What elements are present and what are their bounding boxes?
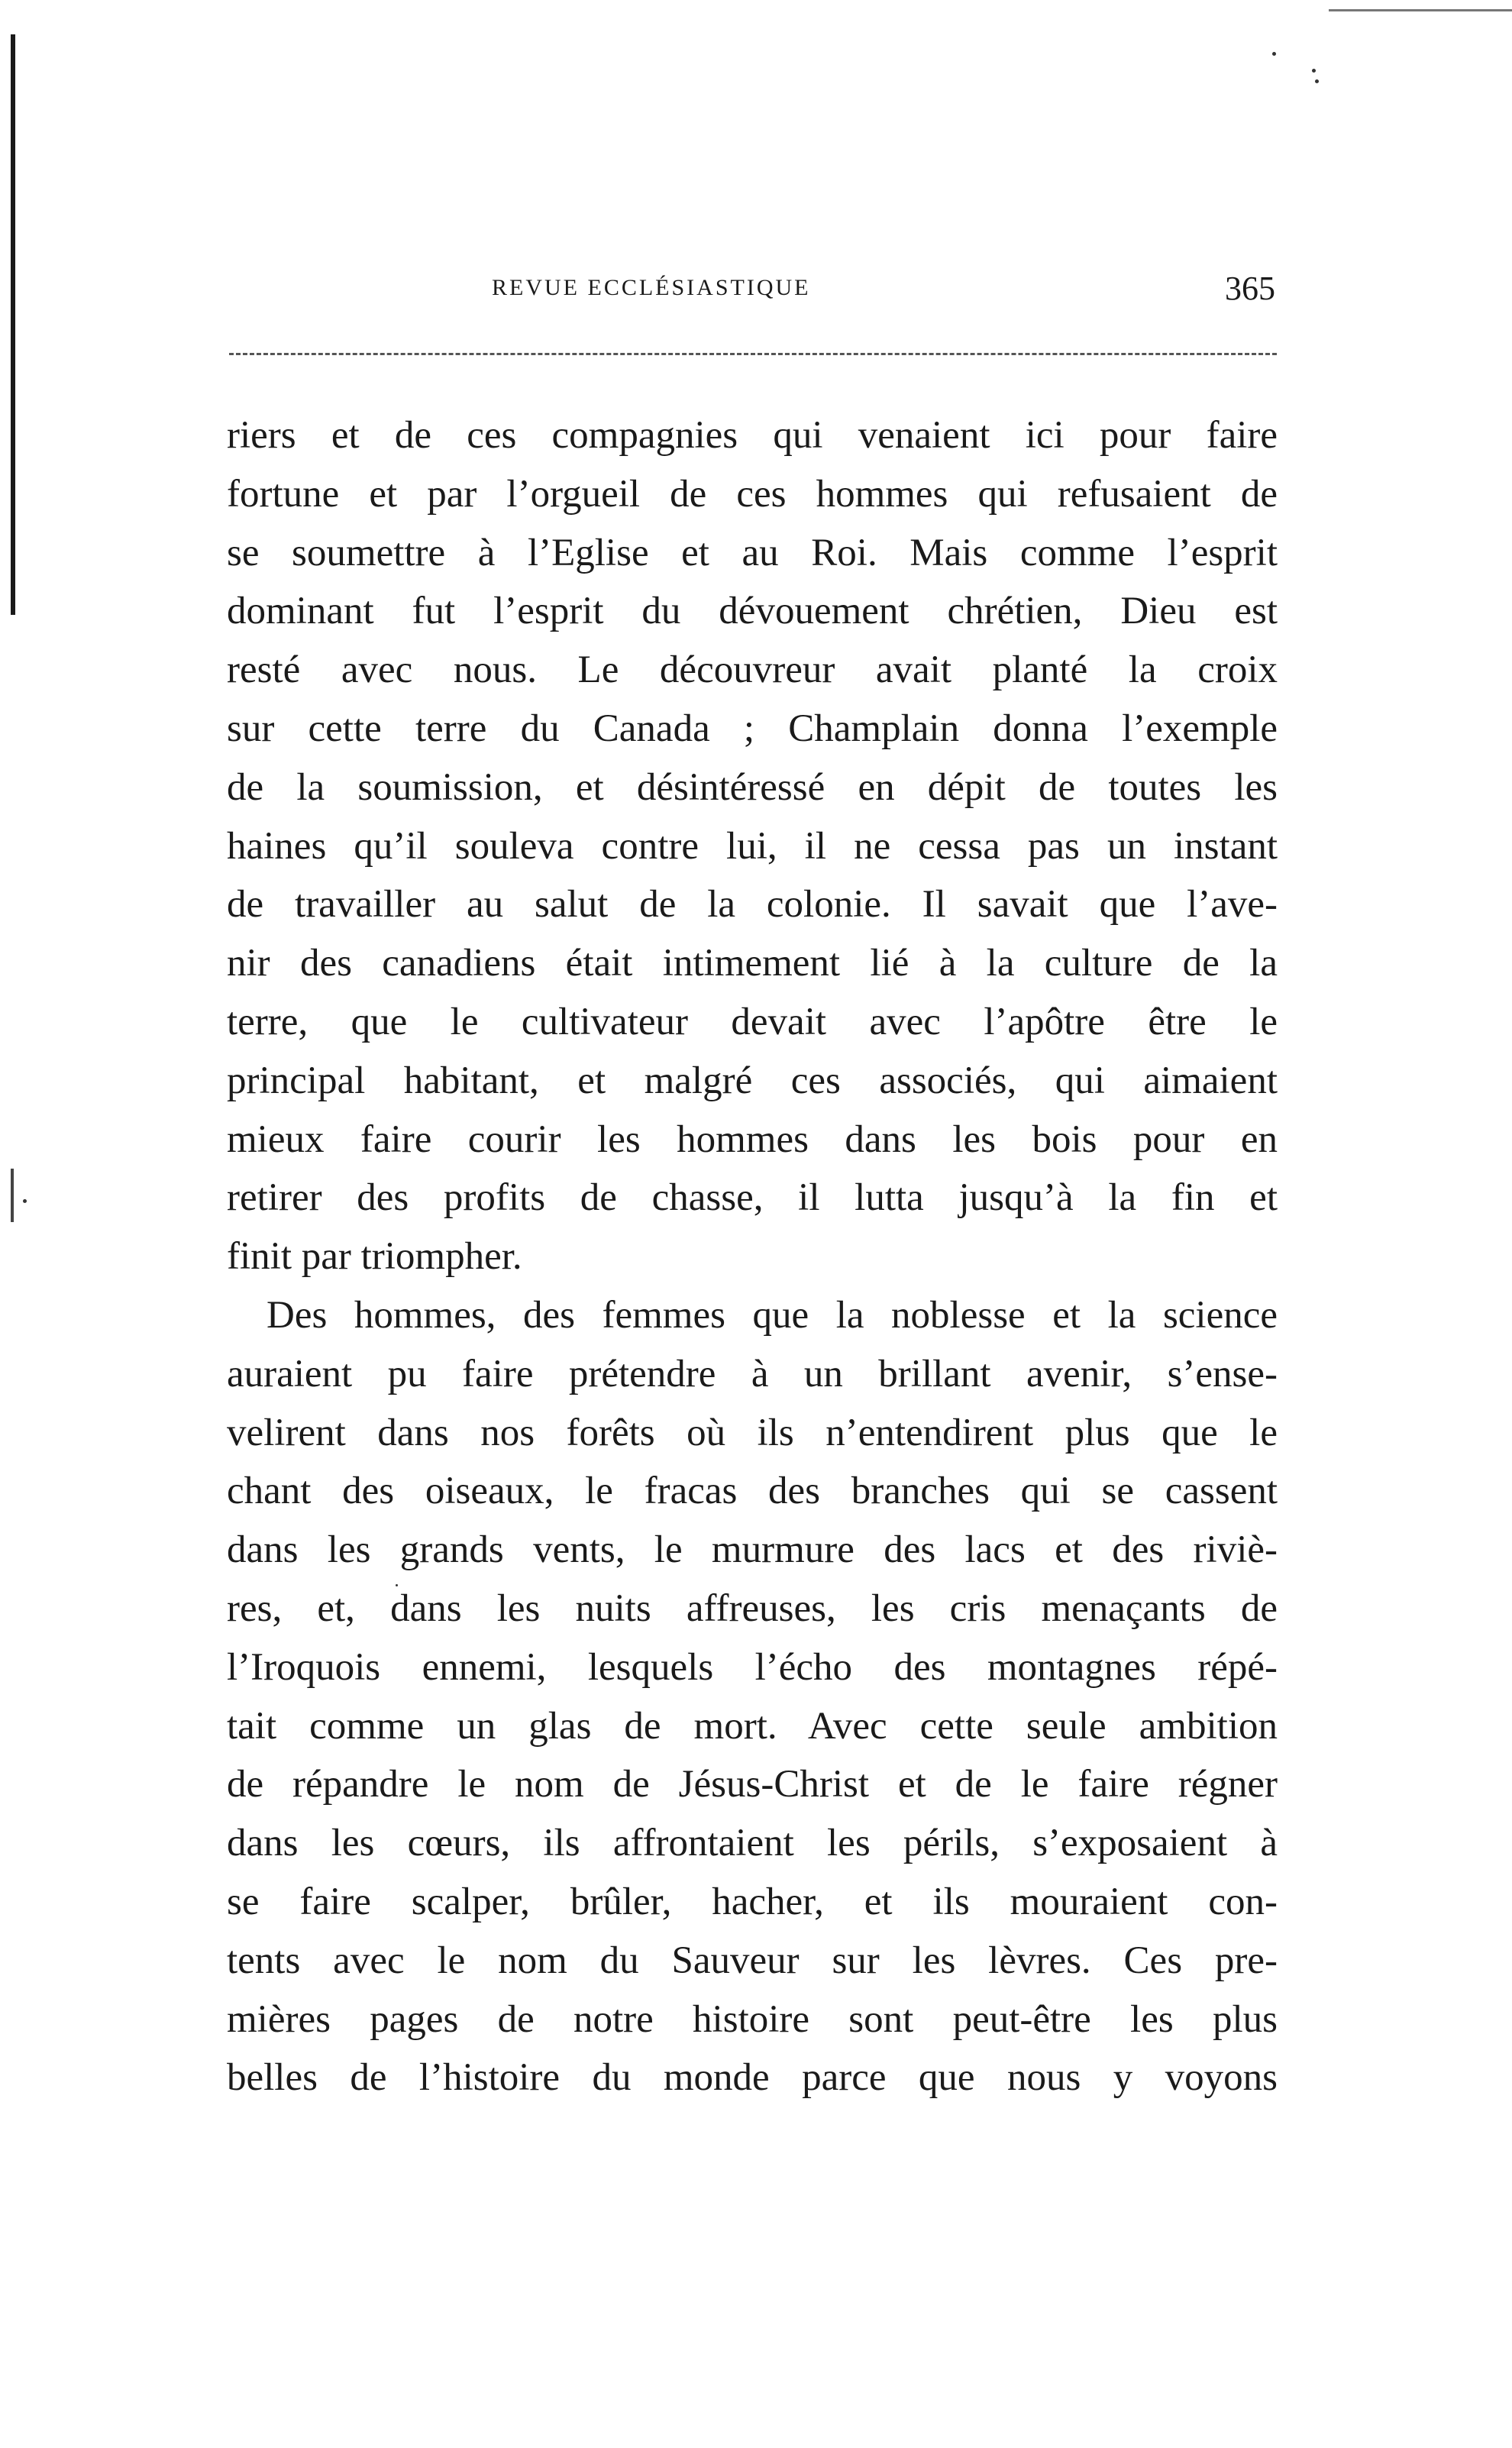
text-line: principal habitant, et malgré ces associés, qui aimaient	[227, 1059, 1278, 1102]
text-line: finit par triompher.	[227, 1235, 522, 1279]
paragraph-1	[227, 406, 1278, 1286]
text-line: belles de l’histoire du monde parce que nous y voyons	[227, 2056, 1278, 2100]
paragraph-2	[227, 1286, 1278, 2107]
text-line: sur cette terre du Canada ; Champlain donna l’exemple	[227, 707, 1278, 750]
text-line: mières pages de notre histoire sont peut-être les plus	[227, 1997, 1278, 2041]
scan-top-rule	[1329, 9, 1512, 11]
text-line: resté avec nous. Le découvreur avait planté la croix	[227, 648, 1278, 692]
text-line: nir des canadiens était intimement lié à la culture de la	[227, 942, 1278, 985]
scan-edge-tick	[11, 1169, 14, 1222]
page-number: 365	[1225, 270, 1275, 307]
scan-speck	[1272, 52, 1276, 56]
body-text	[227, 406, 1278, 2107]
text-line: haines qu’il souleva contre lui, il ne cessa pas un instant	[227, 824, 1278, 868]
scan-speck	[1312, 69, 1316, 73]
text-line: fortune et par l’orgueil de ces hommes qui refusaient de	[227, 472, 1278, 516]
running-title: REVUE ECCLÉSIASTIQUE	[492, 275, 811, 300]
header-rule	[229, 353, 1277, 355]
text-line: velirent dans nos forêts où ils n’entendirent plus que le	[227, 1411, 1278, 1454]
text-line: de la soumission, et désintéressé en dépit de toutes les	[227, 765, 1278, 809]
text-line: mieux faire courir les hommes dans les bois pour en	[227, 1117, 1278, 1161]
text-line: de répandre le nom de Jésus-Christ et de le faire régner	[227, 1763, 1278, 1806]
text-line: auraient pu faire prétendre à un brillant avenir, s’ense-	[227, 1352, 1278, 1395]
text-line: l’Iroquois ennemi, lesquels l’écho des montagnes répé-	[227, 1645, 1278, 1689]
running-header	[228, 269, 1275, 318]
text-line: tents avec le nom du Sauveur sur les lèvres. Ces pre-	[227, 1939, 1278, 1982]
text-line: se faire scalper, brûler, hacher, et ils mouraient con-	[227, 1880, 1278, 1923]
text-line: de travailler au salut de la colonie. Il savait que l’ave-	[227, 883, 1278, 926]
text-line: res, et, dans les nuits affreuses, les cris menaçants de	[227, 1586, 1278, 1630]
text-line: tait comme un glas de mort. Avec cette seule ambition	[227, 1704, 1278, 1748]
text-line: se soumettre à l’Eglise et au Roi. Mais comme l’esprit	[227, 531, 1278, 574]
text-line: riers et de ces compagnies qui venaient ici pour faire	[227, 414, 1278, 457]
text-line: retirer des profits de chasse, il lutta jusqu’à la fin et	[227, 1176, 1278, 1220]
text-line: terre, que le cultivateur devait avec l’apôtre être le	[227, 1000, 1278, 1043]
scan-edge-mark	[11, 34, 15, 615]
text-line: dans les grands vents, le murmure des lacs et des riviè-	[227, 1528, 1278, 1572]
text-line: Des hommes, des femmes que la noblesse et la science	[267, 1293, 1278, 1337]
text-line: chant des oiseaux, le fracas des branches qui se cassent	[227, 1470, 1278, 1513]
scan-speck	[1315, 79, 1319, 83]
text-line: dominant fut l’esprit du dévouement chrétien, Dieu est	[227, 590, 1278, 633]
text-line: dans les cœurs, ils affrontaient les périls, s’exposaient à	[227, 1822, 1278, 1865]
scan-speck	[23, 1199, 27, 1203]
